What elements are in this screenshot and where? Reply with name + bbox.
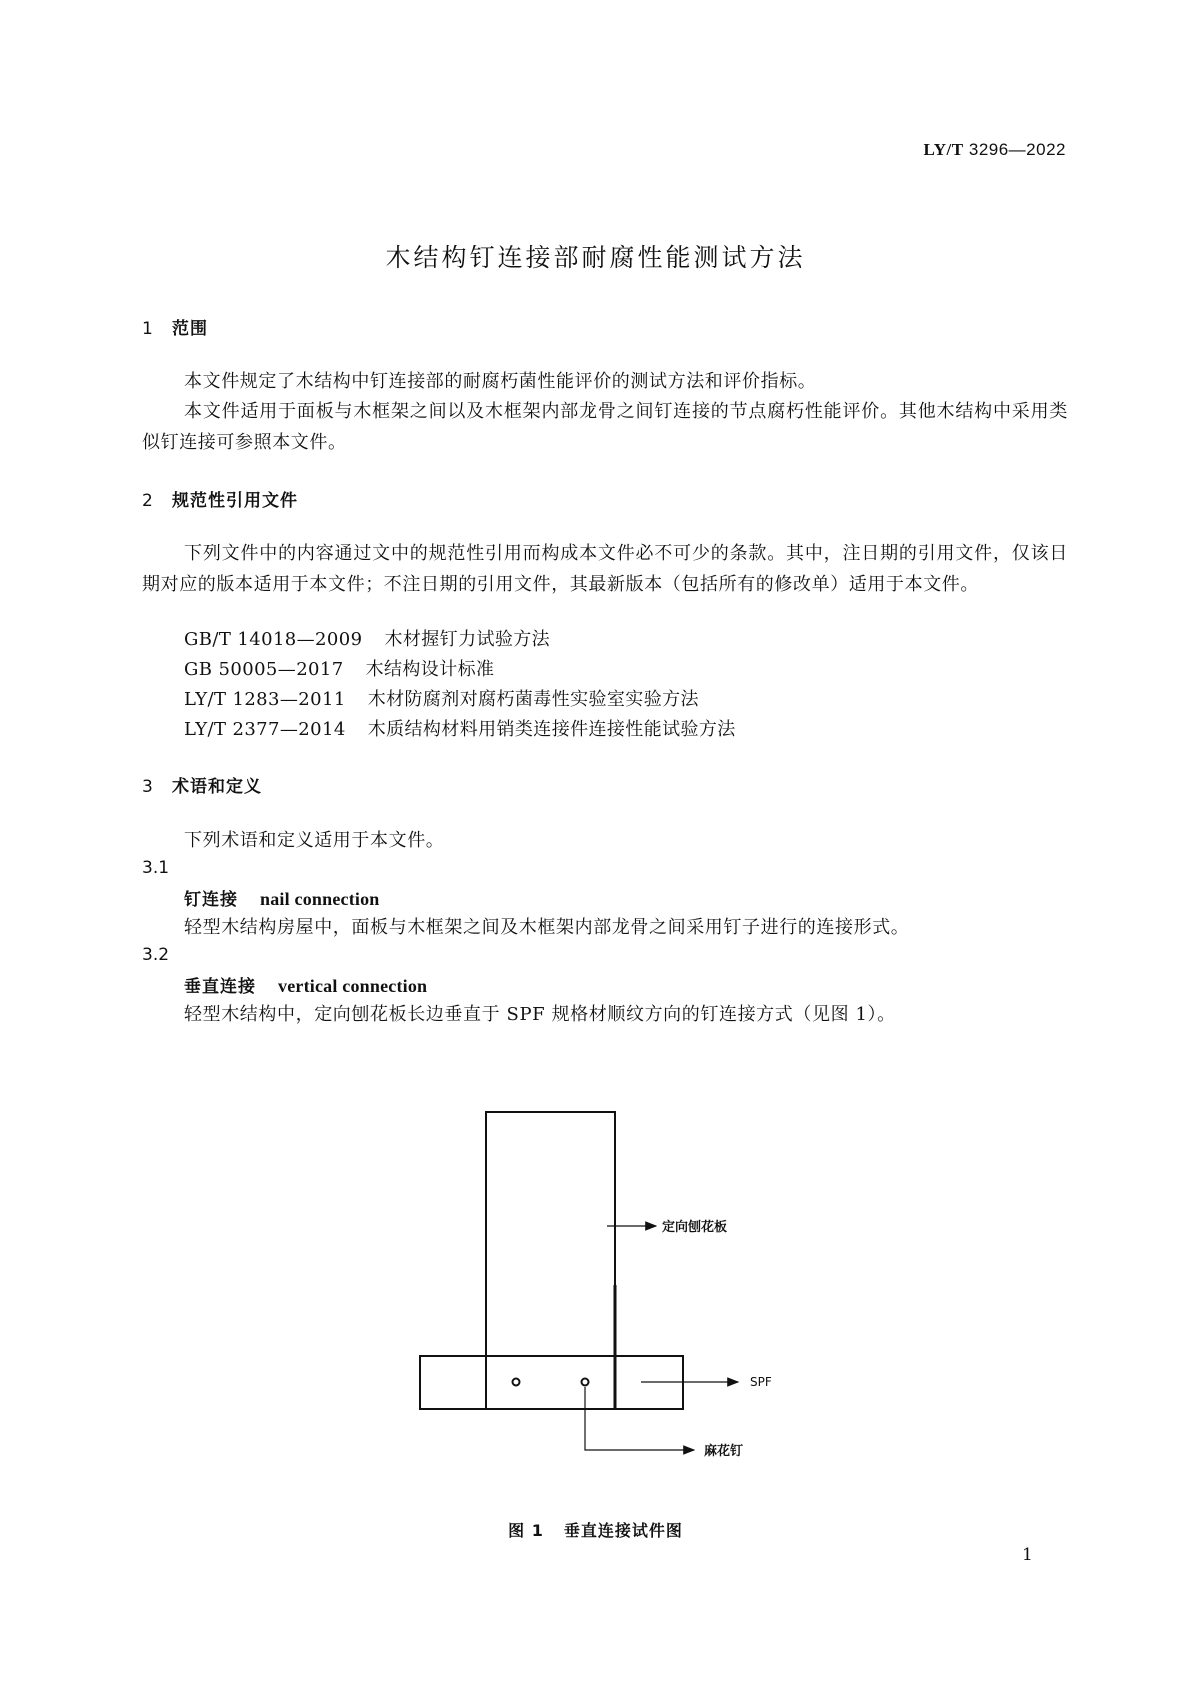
reference-code: LY/T 2377—2014 [184,719,346,740]
nail-leader-arrow [585,1387,694,1450]
reference-title: 木材防腐剂对腐朽菌毒性实验室实验方法 [367,689,699,710]
caption-text: 垂直连接试件图 [563,1521,683,1540]
osb-label: 定向刨花板 [662,1220,728,1235]
figure-caption [0,1518,1191,1541]
section-title: 范围 [172,319,208,339]
reference-code: GB/T 14018—2009 [184,629,363,650]
nail-label: 麻花钉 [704,1444,744,1459]
caption-number: 图 1 [508,1521,544,1540]
section-3-paragraph: 下列术语和定义适用于本文件。 [184,830,445,851]
spf-label: SPF [750,1375,772,1389]
term-definition: 轻型木结构房屋中，面板与木框架之间及木框架内部龙骨之间采用钉子进行的连接形式。 [184,917,910,938]
section-number: 2 [142,491,154,511]
reference-title: 木质结构材料用销类连接件连接性能试验方法 [367,719,736,740]
nail-hole [582,1379,589,1386]
term-zh: 钉连接 [184,890,238,910]
section-1-paragraph: 本文件规定了木结构中钉连接部的耐腐朽菌性能评价的测试方法和评价指标。 [184,371,817,392]
reference-code: LY/T 1283—2011 [184,689,346,710]
reference-title: 木材握钉力试验方法 [384,629,551,650]
section-2-paragraph: 下列文件中的内容通过文中的规范性引用而构成本文件必不可少的条款。其中，注日期的引用文件，仅该日期对应的版本适用于本文件；不注日期的引用文件，其最新版本（包括所有的修改单）适用于本文件。 [142,543,1068,595]
term-definition: 轻型木结构中，定向刨花板长边垂直于 SPF 规格材顺纹方向的钉连接方式（见图 1）。 [184,1004,896,1025]
page-number: 1 [1022,1545,1033,1565]
section-title: 规范性引用文件 [172,491,298,511]
term-en: nail connection [260,889,380,909]
standard-code: 3296—2022 [968,140,1066,159]
section-1-paragraph: 本文件适用于面板与木框架之间以及木框架内部龙骨之间钉连接的节点腐朽性能评价。其他木结构中采用类似钉连接可参照本文件。 [142,401,1068,453]
term-number: 3.2 [142,945,170,965]
section-number: 3 [142,777,154,797]
osb-panel [486,1112,615,1409]
term-zh: 垂直连接 [184,977,256,997]
nail-hole [513,1379,520,1386]
section-title: 术语和定义 [172,777,262,797]
section-number: 1 [142,319,154,339]
term-number: 3.1 [142,858,170,878]
document-title: 木结构钉连接部耐腐性能测试方法 [385,243,806,272]
standard-prefix: LY/T [923,140,964,159]
reference-code: GB 50005—2017 [184,659,344,680]
reference-title: 木结构设计标准 [365,659,495,680]
term-en: vertical connection [278,976,428,996]
